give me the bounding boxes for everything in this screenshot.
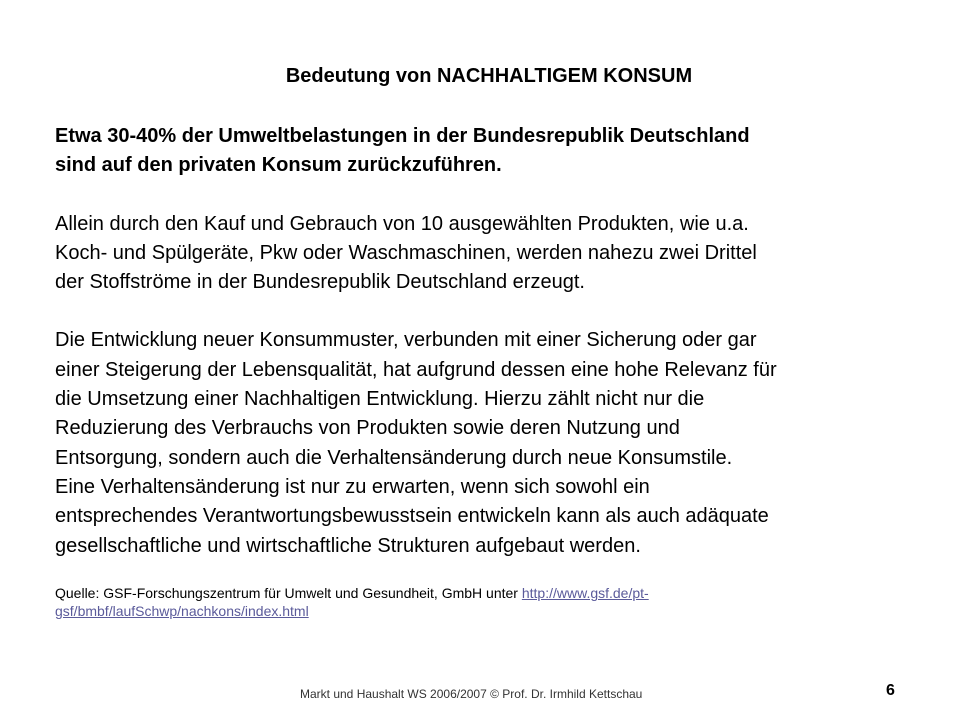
slide-footer	[0, 682, 960, 706]
lead-statement	[55, 122, 925, 181]
paragraph-line: Eine Verhaltensänderung ist nur zu erwarten, wenn sich sowohl ein	[55, 475, 650, 498]
footer-text: Markt und Haushalt WS 2006/2007 © Prof. Dr. Irmhild Kettschau	[300, 687, 643, 701]
paragraph-line: Entsorgung, sondern auch die Verhaltensänderung durch neue Konsumstile.	[55, 446, 733, 469]
paragraph-line: Allein durch den Kauf und Gebrauch von 10 ausgewählten Produkten, wie u.a.	[55, 212, 749, 235]
source-prefix: Quelle: GSF-Forschungszentrum für Umwelt und Gesundheit, GmbH unter	[55, 585, 522, 601]
paragraph-line: einer Steigerung der Lebensqualität, hat aufgrund dessen eine hohe Relevanz für	[55, 358, 777, 381]
paragraph-line: Die Entwicklung neuer Konsummuster, verbunden mit einer Sicherung oder gar	[55, 329, 757, 352]
paragraph-line: Reduzierung des Verbrauchs von Produkten sowie deren Nutzung und	[55, 417, 680, 440]
source-link[interactable]: http://www.gsf.de/pt-gsf/bmbf/laufSchwp/nachkons/index.html	[55, 585, 649, 619]
source-citation	[55, 584, 795, 620]
lead-line: sind auf den privaten Konsum zurückzuführen.	[55, 154, 502, 177]
paragraph-line: entsprechendes Verantwortungsbewusstsein entwickeln kann als auch adäquate	[55, 505, 769, 528]
paragraph-line: Koch- und Spülgeräte, Pkw oder Waschmaschinen, werden nahezu zwei Drittel	[55, 241, 757, 264]
paragraph-consumption-patterns	[55, 326, 925, 560]
paragraph-line: der Stoffströme in der Bundesrepublik Deutschland erzeugt.	[55, 271, 585, 294]
lead-line: Etwa 30-40% der Umweltbelastungen in der Bundesrepublik Deutschland	[55, 125, 750, 147]
slide-title: Bedeutung von NACHHALTIGEM KONSUM	[285, 65, 693, 87]
paragraph-line: die Umsetzung einer Nachhaltigen Entwicklung. Hierzu zählt nicht nur die	[55, 388, 705, 411]
paragraph-products	[55, 210, 925, 298]
page-number: 6	[886, 682, 895, 699]
slide-body	[55, 122, 925, 590]
paragraph-line: gesellschaftliche und wirtschaftliche Strukturen aufgebaut werden.	[55, 534, 641, 557]
